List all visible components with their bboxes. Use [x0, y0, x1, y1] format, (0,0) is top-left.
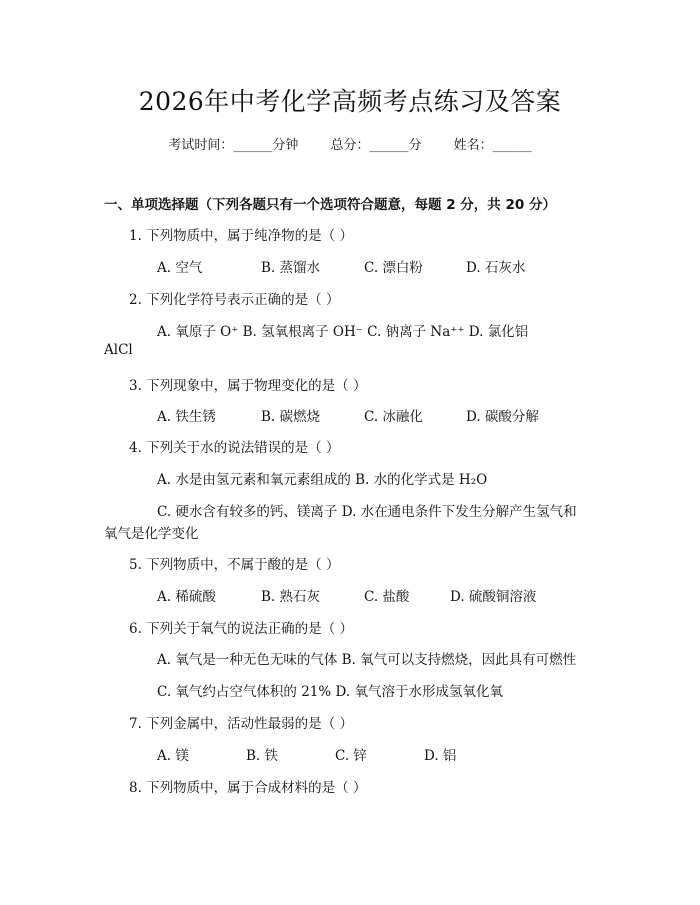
- exam-info: [0, 134, 700, 153]
- question-4-stem: 4. 下列关于水的说法错误的是（ ）: [129, 440, 340, 456]
- exam-time: 考试时间：______分钟: [168, 138, 299, 153]
- question-3-option-a: A. 铁生锈: [157, 409, 216, 425]
- question-8-stem: 8. 下列物质中，属于合成材料的是（ ）: [129, 780, 367, 796]
- question-4-options-line-1: A. 水是由氢元素和氧元素组成的 B. 水的化学式是 H₂O: [157, 472, 488, 488]
- question-3-option-d: D. 碳酸分解: [466, 409, 539, 425]
- question-3-stem: 3. 下列现象中，属于物理变化的是（ ）: [129, 378, 367, 394]
- question-4-options-line-2: C. 硬水含有较多的钙、镁离子 D. 水在通电条件下发生分解产生氢气和: [157, 504, 577, 520]
- exam-score: 总分：______分: [330, 138, 422, 153]
- page-title: 2026年中考化学高频考点练习及答案: [138, 87, 562, 116]
- question-5-stem: 5. 下列物质中，不属于酸的是（ ）: [129, 557, 340, 573]
- question-1-option-b: B. 蒸馏水: [261, 260, 321, 276]
- question-1-option-a: A. 空气: [157, 260, 203, 276]
- section-heading: 一、单项选择题（下列各题只有一个选项符合题意，每题 2 分，共 20 分）: [104, 197, 556, 213]
- question-6-options-line-2: C. 氧气约占空气体积的 21% D. 氧气溶于水形成氢氧化氧: [157, 684, 503, 700]
- question-6-options-line-1: A. 氧气是一种无色无味的气体 B. 氧气可以支持燃烧，因此具有可燃性: [157, 652, 577, 668]
- question-3-option-b: B. 碳燃烧: [261, 409, 321, 425]
- question-5-option-b: B. 熟石灰: [261, 589, 321, 605]
- question-5-option-d: D. 硫酸铜溶液: [450, 589, 537, 605]
- question-1-stem: 1. 下列物质中，属于纯净物的是（ ）: [129, 228, 353, 244]
- question-4-options-wrap: 氧气是化学变化: [104, 526, 199, 542]
- question-2-options-line: A. 氧原子 O⁺ B. 氢氧根离子 OH⁻ C. 钠离子 Na⁺⁺ D. 氯化铝: [157, 324, 529, 340]
- question-7-option-a: A. 镁: [157, 748, 189, 764]
- question-1-option-d: D. 石灰水: [466, 260, 526, 276]
- question-1-option-c: C. 漂白粉: [364, 260, 423, 276]
- question-2-options-wrap: AlCl: [104, 342, 133, 358]
- question-6-stem: 6. 下列关于氧气的说法正确的是（ ）: [129, 621, 353, 637]
- exam-name: 姓名：______: [453, 138, 532, 153]
- question-2-stem: 2. 下列化学符号表示正确的是（ ）: [129, 292, 340, 308]
- question-7-stem: 7. 下列金属中，活动性最弱的是（ ）: [129, 716, 353, 732]
- question-5-option-c: C. 盐酸: [364, 589, 410, 605]
- question-7-option-d: D. 铝: [424, 748, 457, 764]
- question-3-option-c: C. 冰融化: [364, 409, 423, 425]
- question-7-option-c: C. 锌: [335, 748, 367, 764]
- question-7-option-b: B. 铁: [246, 748, 279, 764]
- question-5-option-a: A. 稀硫酸: [157, 589, 216, 605]
